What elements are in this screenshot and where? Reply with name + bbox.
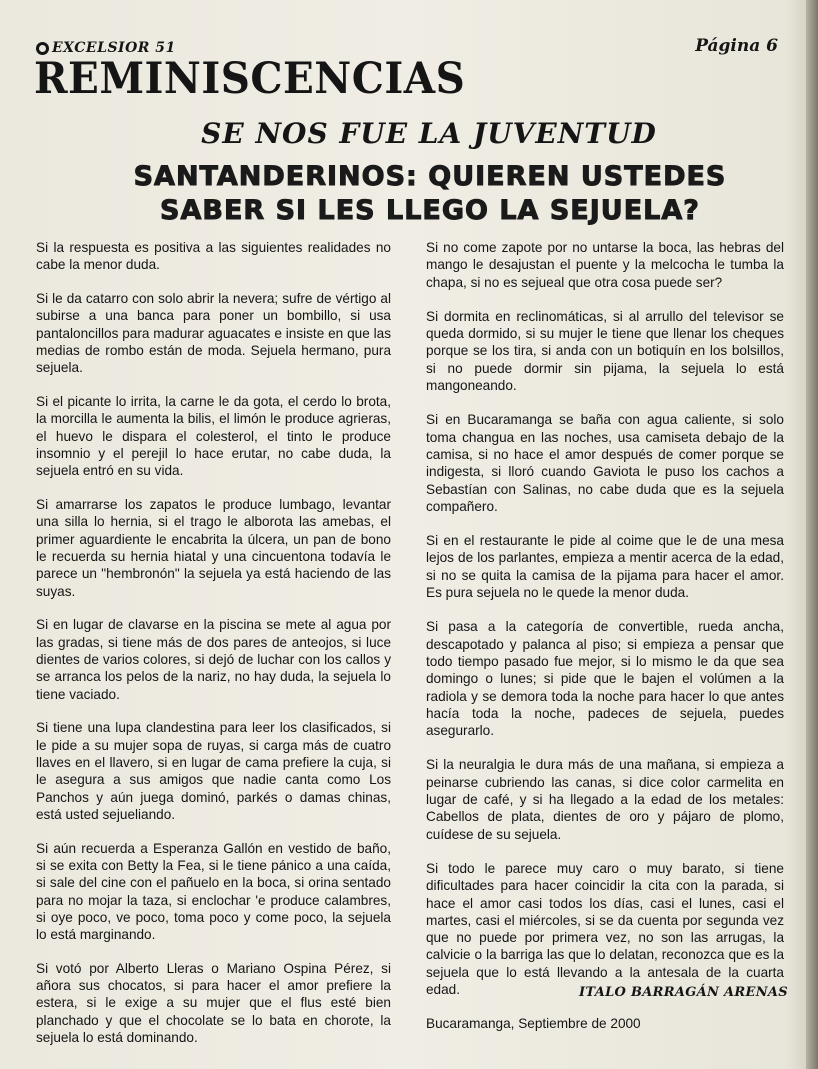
paragraph: Si votó por Alberto Lleras o Mariano Ospina Pérez, si añora sus chocatos, si para hacer el amor prefiere la estera, si le exige a su mujer que el flus esté bien planchado y que el chocolate se lo bata en chorote, la sejuela lo está dominando. xyxy=(36,960,391,1046)
dateline: Bucaramanga, Septiembre de 2000 xyxy=(426,1016,641,1032)
right-text-column xyxy=(426,239,784,1050)
page-number: Página 6 xyxy=(695,36,778,56)
paragraph: Si tiene una lupa clandestina para leer los clasificados, si le pide a su mujer sopa de ruyas, si carga más de cuatro llaves en el llavero, si en lugar de cama prefiere la cuja, si le asegura a sus amigos que nadie canta como Los Panchos y aún juega dominó, parkés o damas chinas, está usted sejueliando. xyxy=(36,720,391,822)
headline-line-2: SABER SI LES LLEGO LA SEJUELA? xyxy=(160,195,700,226)
paragraph: Si la neuralgia le dura más de una mañana, si empieza a peinarse cubriendo las canas, si dice color carmelita en lugar de café, y si ha llegado a la edad de los metales: Cabellos de plata, dientes de oro y pájaro de plomo, cuídese de su sejuela. xyxy=(426,757,784,842)
paragraph: Si amarrarse los zapatos le produce lumbago, levantar una silla lo hernia, si el trago le alborota las amebas, el primer aguardiente le encabrita la úlcera, un pan de bono le recuerda su hernia hiatal y una cincuentona todavía le parece un "hembronón" la sejuela ya está haciendo de las suyas. xyxy=(36,497,391,599)
paragraph: Si en lugar de clavarse en la piscina se mete al agua por las gradas, si tiene más de dos pares de anteojos, si luce dientes de varios colores, si dejó de luchar con los callos y se arranca los pelos de la nariz, no hay duda, la sejuela lo tiene vaciado. xyxy=(36,617,391,702)
paragraph: Si todo le parece muy caro o muy barato, si tiene dificultades para hacer coincidir la cita con la parada, si hace el amor casi todos los días, casi el lunes, casi el martes, casi el miércoles, si se da cuenta por segunda vez que no puede por primera vez, no son las arrugas, la calvicie o la barriga las que lo delatan, reconozca que es la sejuela que lo está llevando a la antesala de la cuarta edad. xyxy=(426,860,784,997)
paragraph: Si en Bucaramanga se baña con agua caliente, si solo toma changua en las noches, usa camiseta debajo de la camisa, si no hace el amor después de comer porque se indigesta, si lloró cuando Gaviota le puso los cachos a Sebastían con Salinas, no cabe duda que es la sejuela compañero. xyxy=(426,412,784,514)
page-spine-shadow xyxy=(806,0,818,1069)
paragraph: Si la respuesta es positiva a las siguientes realidades no cabe la menor duda. xyxy=(36,240,391,273)
paragraph: Si le da catarro con solo abrir la nevera; sufre de vértigo al subirse a una banca para poner un bombillo, si usa pantaloncillos para madurar aguacates e insiste en que las medias de rombo están de moda. Sejuela hermano, pura sejuela. xyxy=(36,291,391,376)
paragraph: Si en el restaurante le pide al coime que le de una mesa lejos de los parlantes, empieza a mentir acerca de la edad, si no se quita la camisa de la pijama para hacer el amor. Es pura sejuela no le quede la menor duda. xyxy=(426,533,784,601)
logo-text: EXCELSIOR 51 xyxy=(52,40,176,56)
paragraph: Si no come zapote por no untarse la boca, las hebras del mango le desajustan el puente y la melcocha le tumba la chapa, si no es sejueal que otra cosa puede ser? xyxy=(426,240,784,290)
left-text-column xyxy=(36,239,391,1063)
paragraph: Si el picante lo irrita, la carne le da gota, el cerdo lo brota, la morcilla le aumenta la bilis, el limón le produce agrieras, el huevo le dispara el colesterol, el tinto le produce insomnio y el perejil lo hace erutar, no cabe duda, la sejuela entró en su vida. xyxy=(36,394,391,479)
article-headline xyxy=(100,160,760,228)
paragraph: Si dormita en reclinomáticas, si al arrullo del televisor se queda dormido, si su mujer le tiene que llenar los cheques porque se los tira, si anda con un botiquín en los bolsillos, si no puede dormir sin pijama, la sejuela lo está mangoneando. xyxy=(426,308,784,394)
circle-logo-icon xyxy=(36,42,49,55)
paragraph: Si aún recuerda a Esperanza Gallón en vestido de baño, si se exita con Betty la Fea, si le tiene pánico a una caída, si sale del cine con el pañuelo en la boca, si orina sentado para no mojar la taza, si enclochar 'e produce calambres, si oye poco, ve poco, toma poco y come poco, la sejuela lo está marginando. xyxy=(36,840,391,943)
paragraph: Si pasa a la categoría de convertible, rueda ancha, descapotado y palanca al piso; si empieza a pensar que todo tiempo pasado fue mejor, si lo mismo le da que sea domingo o lunes; si pide que le bajen el volúmen a la radiola y se demora toda la noche para hacer lo que antes hacía toda la noche, padeces de sejuela, puedes asegurarlo. xyxy=(426,619,784,739)
section-title: REMINISCENCIAS xyxy=(34,54,466,104)
author-byline: ITALO BARRAGÁN ARENAS xyxy=(579,985,788,1000)
article-subtitle: SE NOS FUE LA JUVENTUD xyxy=(201,117,657,150)
headline-line-1: SANTANDERINOS: QUIEREN USTEDES xyxy=(133,161,727,192)
